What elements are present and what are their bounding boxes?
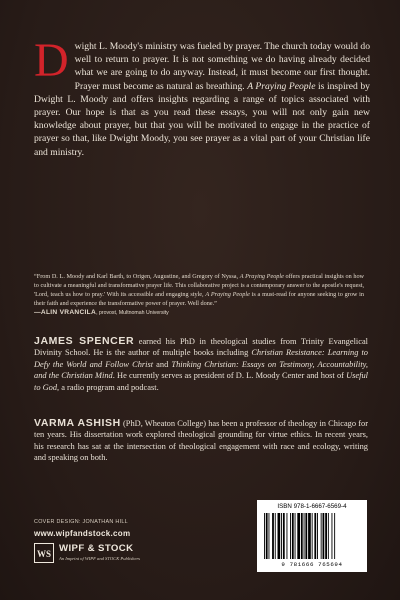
author-name: JAMES SPENCER <box>34 335 135 347</box>
book-title-italic: A Praying People <box>247 80 316 92</box>
bio-book-title: Christian Resistance: Learning to Defy the World and Follow Christ <box>34 348 368 369</box>
bio-text: earned his PhD in theological studies from Trinity Evangelical Divinity School. He is the author of multiple books including <box>34 337 369 358</box>
description-part-1: wight L. Moody's ministry was fueled by prayer. The church today would do well to return to prayer. It is not something we do having already decided what we are going to do anyway. Instead, it must become our first thought. Prayer must become as natural as breathing. <box>74 41 370 92</box>
bio-text: (PhD, Wheaton College) has been a professor of theology in Chicago for ten years. His dissertation work explored theological grounding for virtue ethics. In recent years, his research has sat at the intersection of theological engagement with race and ecology, writing and speaking on both. <box>34 419 368 463</box>
bio-podcast-title: Useful to God <box>34 371 368 392</box>
drop-cap: D <box>34 34 69 87</box>
bio-text: and <box>153 359 172 369</box>
author-bio-spencer <box>34 336 368 393</box>
bio-text: . He currently serves as president of D. L. Moody Center and host of <box>112 371 347 381</box>
barcode-digits: 9 781666 765694 <box>281 561 343 568</box>
publisher-website: www.wipfandstock.com <box>34 529 131 538</box>
author-name: VARMA ASHISH <box>34 417 121 429</box>
endorsement-title-1: A Praying People <box>239 273 284 280</box>
endorsement-part-2: offers practical insights on how to cultivate a meaningful and transformative prayer life. This collaborative project is a contemporary answer to the apostle's request, 'Lord, teach us how to pray.' With its accessible and engaging style, <box>34 273 365 298</box>
endorser-role: , provost, Multnomah University <box>96 310 169 316</box>
endorser-name: —ALIN VRANCILA <box>34 309 97 316</box>
barcode-icon <box>264 513 360 559</box>
description-part-2: is inspired by Dwight L. Moody and offers insights regarding a range of topics associated with prayer. Our hope is that as you read these essays, you will not only gain new knowledge about prayer, but that you will be motivated to engage in the practice of prayer so that, like Dwight Moody, you see prayer as a vital part of your Christian life and ministry. <box>34 80 370 158</box>
endorsement-part-3: is a must-read for anyone seeking to grow in their faith and experience the transformative power of prayer. Well done.” <box>34 291 364 307</box>
endorsement-title-2: A Praying People <box>205 291 250 298</box>
bio-book-title: Thinking Christian: Essays on Testimony, Accountability, and the Christian Mind <box>34 359 369 381</box>
cover-designer-credit: COVER DESIGN: JONATHAN HILL <box>34 519 128 525</box>
publisher-block <box>34 543 194 565</box>
author-bio-ashish <box>34 418 368 464</box>
isbn-label: ISBN 978-1-6667-6569-4 <box>277 503 347 510</box>
cover-description <box>34 34 370 159</box>
bio-text: , a radio program and podcast. <box>57 382 159 392</box>
barcode-box <box>257 500 367 572</box>
endorsement-part-1: “From D. L. Moody and Karl Barth, to Origen, Augustine, and Gregory of Nyssa, <box>34 273 240 280</box>
publisher-tagline: An Imprint of WIPF and STOCK Publishers <box>59 556 141 561</box>
publisher-name: WIPF & STOCK <box>59 543 134 554</box>
publisher-logo-icon: WS <box>34 543 54 563</box>
endorsement <box>34 272 364 318</box>
